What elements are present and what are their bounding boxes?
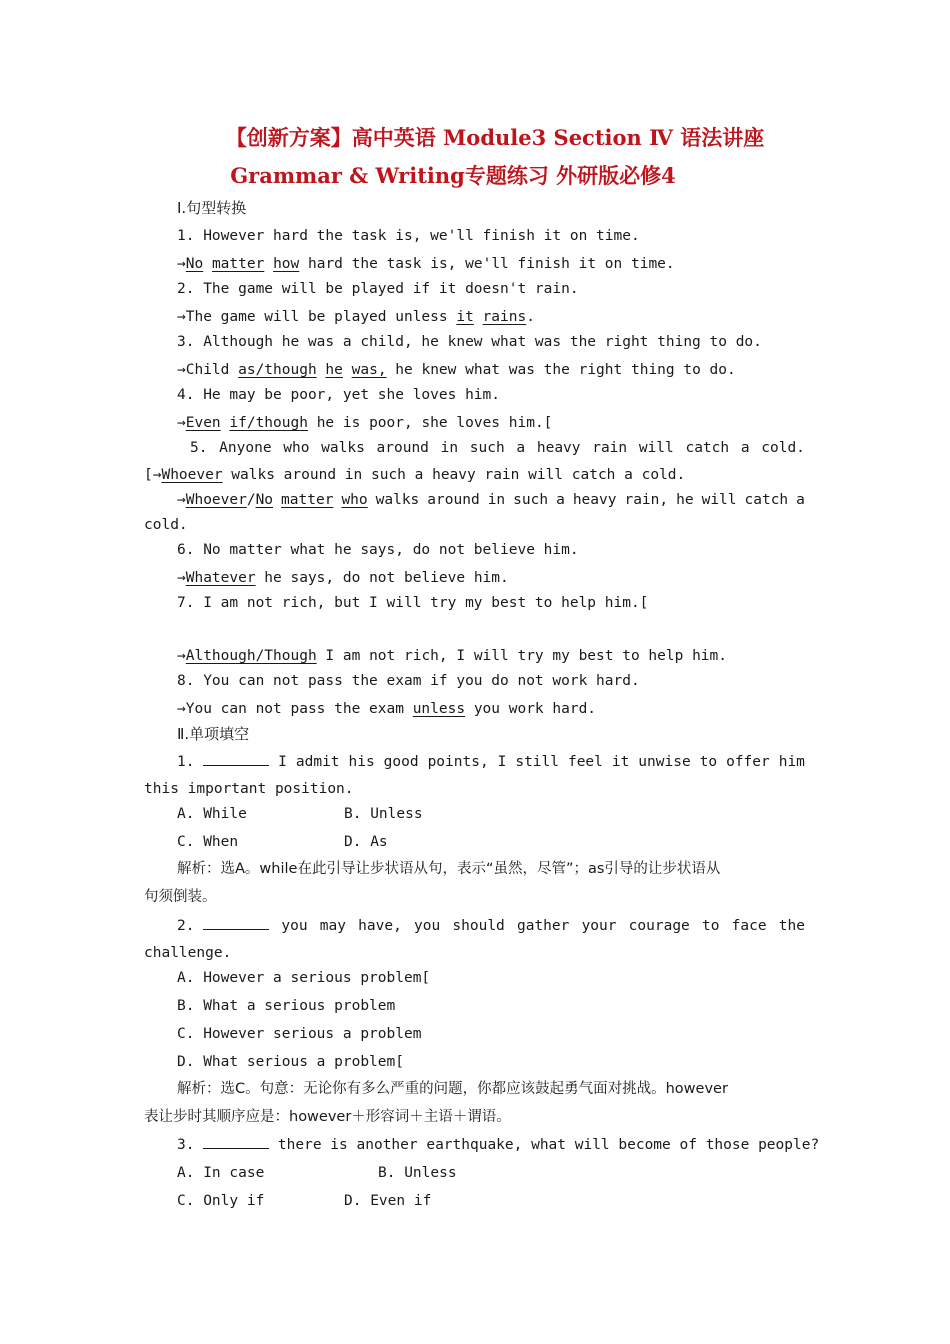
mc-q2-option-c: C. However serious a problem xyxy=(177,1026,422,1042)
sentence-rest: you work hard. xyxy=(465,701,597,717)
mc-q1-explanation-cont: 句须倒装。 xyxy=(144,889,217,905)
word: will xyxy=(638,440,674,456)
sentence-rest: hard the task is, we'll finish it on time. xyxy=(299,256,675,272)
word: I xyxy=(278,754,287,770)
q1-original: 1. However hard the task is, we'll finish it on time. xyxy=(177,228,640,244)
mc-q2-explanation: 解析：选C。句意：无论你有多么严重的问题，你都应该鼓起勇气面对挑战。however xyxy=(177,1081,728,1097)
word: in xyxy=(440,440,459,456)
q1-rewrite xyxy=(177,254,675,274)
word: you xyxy=(414,918,441,934)
answer-blank xyxy=(203,752,269,766)
answer: if/though xyxy=(229,415,308,431)
word: a xyxy=(556,492,565,508)
arrow: → xyxy=(177,415,186,431)
mc-q1-option-a: A. While xyxy=(177,806,247,822)
mc-q2-stem xyxy=(177,916,805,936)
word: to xyxy=(699,754,718,770)
word: cold. xyxy=(761,440,805,456)
mc-q1-option-c: C. When xyxy=(177,834,239,850)
word: feel xyxy=(567,754,603,770)
q6-rewrite xyxy=(177,568,509,588)
word: heavy xyxy=(572,492,617,508)
mc-q1-stem-cont: this important position. xyxy=(144,781,354,797)
q8-original: 8. You can not pass the exam if you do not work hard. xyxy=(177,673,640,689)
mc-q2-stem-cont: challenge. xyxy=(144,945,232,961)
answer: who xyxy=(341,492,368,508)
mc-q3-option-c: C. Only if xyxy=(177,1193,265,1209)
answer: was, xyxy=(351,362,387,378)
question-number: 3. xyxy=(177,1137,195,1153)
q7-rewrite xyxy=(177,646,727,666)
word: heavy xyxy=(536,440,581,456)
word: may xyxy=(319,918,346,934)
answer: matter xyxy=(211,256,265,272)
sentence-rest: he is poor, she loves him.[ xyxy=(307,415,553,431)
q6-original: 6. No matter what he says, do not believe him. xyxy=(177,542,579,558)
word: you xyxy=(281,918,308,934)
q7-original: 7. I am not rich, but I will try my best to help him.[ xyxy=(177,595,649,611)
mc-q1-explanation: 解析：选A。while在此引导让步状语从句，表示“虽然，尽管”；as引导的让步状语从 xyxy=(177,861,721,877)
mc-q1-option-d: D. As xyxy=(344,834,388,850)
q8-rewrite xyxy=(177,699,596,719)
section-heading-2: Ⅱ.单项填空 xyxy=(177,725,250,743)
answer-blank xyxy=(203,916,269,930)
q3-rewrite xyxy=(177,360,736,380)
word: to xyxy=(701,918,720,934)
word: him xyxy=(778,754,805,770)
word: Anyone xyxy=(219,440,272,456)
word: 5. xyxy=(190,440,208,456)
sentence-end: . xyxy=(526,309,535,325)
answer: rains xyxy=(482,309,527,325)
word: walks xyxy=(375,492,420,508)
word: a xyxy=(516,440,526,456)
q5-rewrite-2 xyxy=(177,490,805,510)
answer: as/though xyxy=(238,362,317,378)
answer: Even xyxy=(185,415,221,431)
word: offer xyxy=(726,754,770,770)
mc-q3-option-b: B. Unless xyxy=(378,1165,457,1181)
q2-rewrite xyxy=(177,307,535,327)
answer: Whatever xyxy=(185,570,256,586)
answer: he xyxy=(325,362,343,378)
sentence-rest: he says, do not believe him. xyxy=(255,570,509,586)
answer: No xyxy=(185,256,204,272)
document-title-line1: 【创新方案】高中英语 Module3 Section Ⅳ 语法讲座 xyxy=(225,125,765,150)
word: he xyxy=(676,492,694,508)
arrow: → xyxy=(177,570,186,586)
word: such xyxy=(513,492,549,508)
mc-q2-option-d: D. What serious a problem[ xyxy=(177,1054,404,1070)
word: the xyxy=(778,918,805,934)
word: I xyxy=(497,754,507,770)
word: points, xyxy=(427,754,489,770)
word: catch xyxy=(685,440,730,456)
answer: how xyxy=(273,256,300,272)
word: such xyxy=(469,440,505,456)
mc-q3-stem xyxy=(177,1135,819,1155)
word: it xyxy=(611,754,630,770)
q5-original xyxy=(190,438,805,458)
sentence-start: →The game will be played unless xyxy=(177,309,457,325)
q5-rewrite-2-end: cold. xyxy=(144,517,188,533)
mc-q3-option-a: A. In case xyxy=(177,1165,265,1181)
answer: unless xyxy=(412,701,466,717)
answer: it xyxy=(456,309,474,325)
q4-rewrite xyxy=(177,413,552,433)
question-number: 1. xyxy=(177,752,269,772)
arrow: → xyxy=(177,648,186,664)
mc-q1-option-b: B. Unless xyxy=(344,806,423,822)
word: your xyxy=(581,918,617,934)
sentence-start: →Child xyxy=(177,362,239,378)
q3-original: 3. Although he was a child, he knew what was the right thing to do. xyxy=(177,334,762,350)
word: his xyxy=(348,754,375,770)
word: will xyxy=(701,492,737,508)
word: in xyxy=(487,492,506,508)
word: admit xyxy=(295,754,340,770)
mc-q2-explanation-cont: 表让步时其顺序应是：however＋形容词＋主语＋谓语。 xyxy=(144,1109,511,1125)
answer: Whoever xyxy=(161,467,223,483)
word: walks xyxy=(321,440,365,456)
answer: Although/Though xyxy=(185,648,317,664)
q4-original: 4. He may be poor, yet she loves him. xyxy=(177,387,501,403)
word: face xyxy=(731,918,767,934)
word: good xyxy=(383,754,419,770)
q5-rewrite-1 xyxy=(144,465,685,485)
document-title-line2: Grammar & Writing专题练习 外研版必修4 xyxy=(230,163,676,188)
word: still xyxy=(515,754,559,770)
q2-original: 2. The game will be played if it doesn't rain. xyxy=(177,281,579,297)
word: who xyxy=(283,440,310,456)
word: around xyxy=(427,492,480,508)
word: should xyxy=(452,918,505,934)
word: unwise xyxy=(638,754,691,770)
mc-q2-option-a: A. However a serious problem[ xyxy=(177,970,431,986)
answer: matter xyxy=(281,492,334,508)
word: catch xyxy=(744,492,789,508)
word: a xyxy=(796,492,805,508)
word: have, xyxy=(358,918,402,934)
word: gather xyxy=(516,918,570,934)
mc-q1-stem xyxy=(177,752,805,772)
sentence-rest: walks around in such a heavy rain will catch a cold. xyxy=(222,467,686,483)
sentence-rest: he knew what was the right thing to do. xyxy=(386,362,736,378)
sentence-start: →You can not pass the exam xyxy=(177,701,413,717)
section-heading-1: Ⅰ.句型转换 xyxy=(177,199,247,217)
mc-q2-option-b: B. What a serious problem xyxy=(177,998,396,1014)
arrow: → xyxy=(177,256,186,272)
question-text: there is another earthquake, what will become of those people? xyxy=(269,1137,820,1153)
mc-q3-option-d: D. Even if xyxy=(344,1193,432,1209)
word: rain, xyxy=(624,492,669,508)
question-number: 2. xyxy=(177,916,269,936)
word: rain xyxy=(592,440,628,456)
word: a xyxy=(740,440,750,456)
answer-blank xyxy=(203,1135,269,1149)
sentence-start: [→ xyxy=(144,467,162,483)
word: around xyxy=(376,440,429,456)
sentence-rest: I am not rich, I will try my best to help him. xyxy=(316,648,727,664)
word: courage xyxy=(628,918,690,934)
answer-group: →Whoever/No xyxy=(177,492,274,508)
